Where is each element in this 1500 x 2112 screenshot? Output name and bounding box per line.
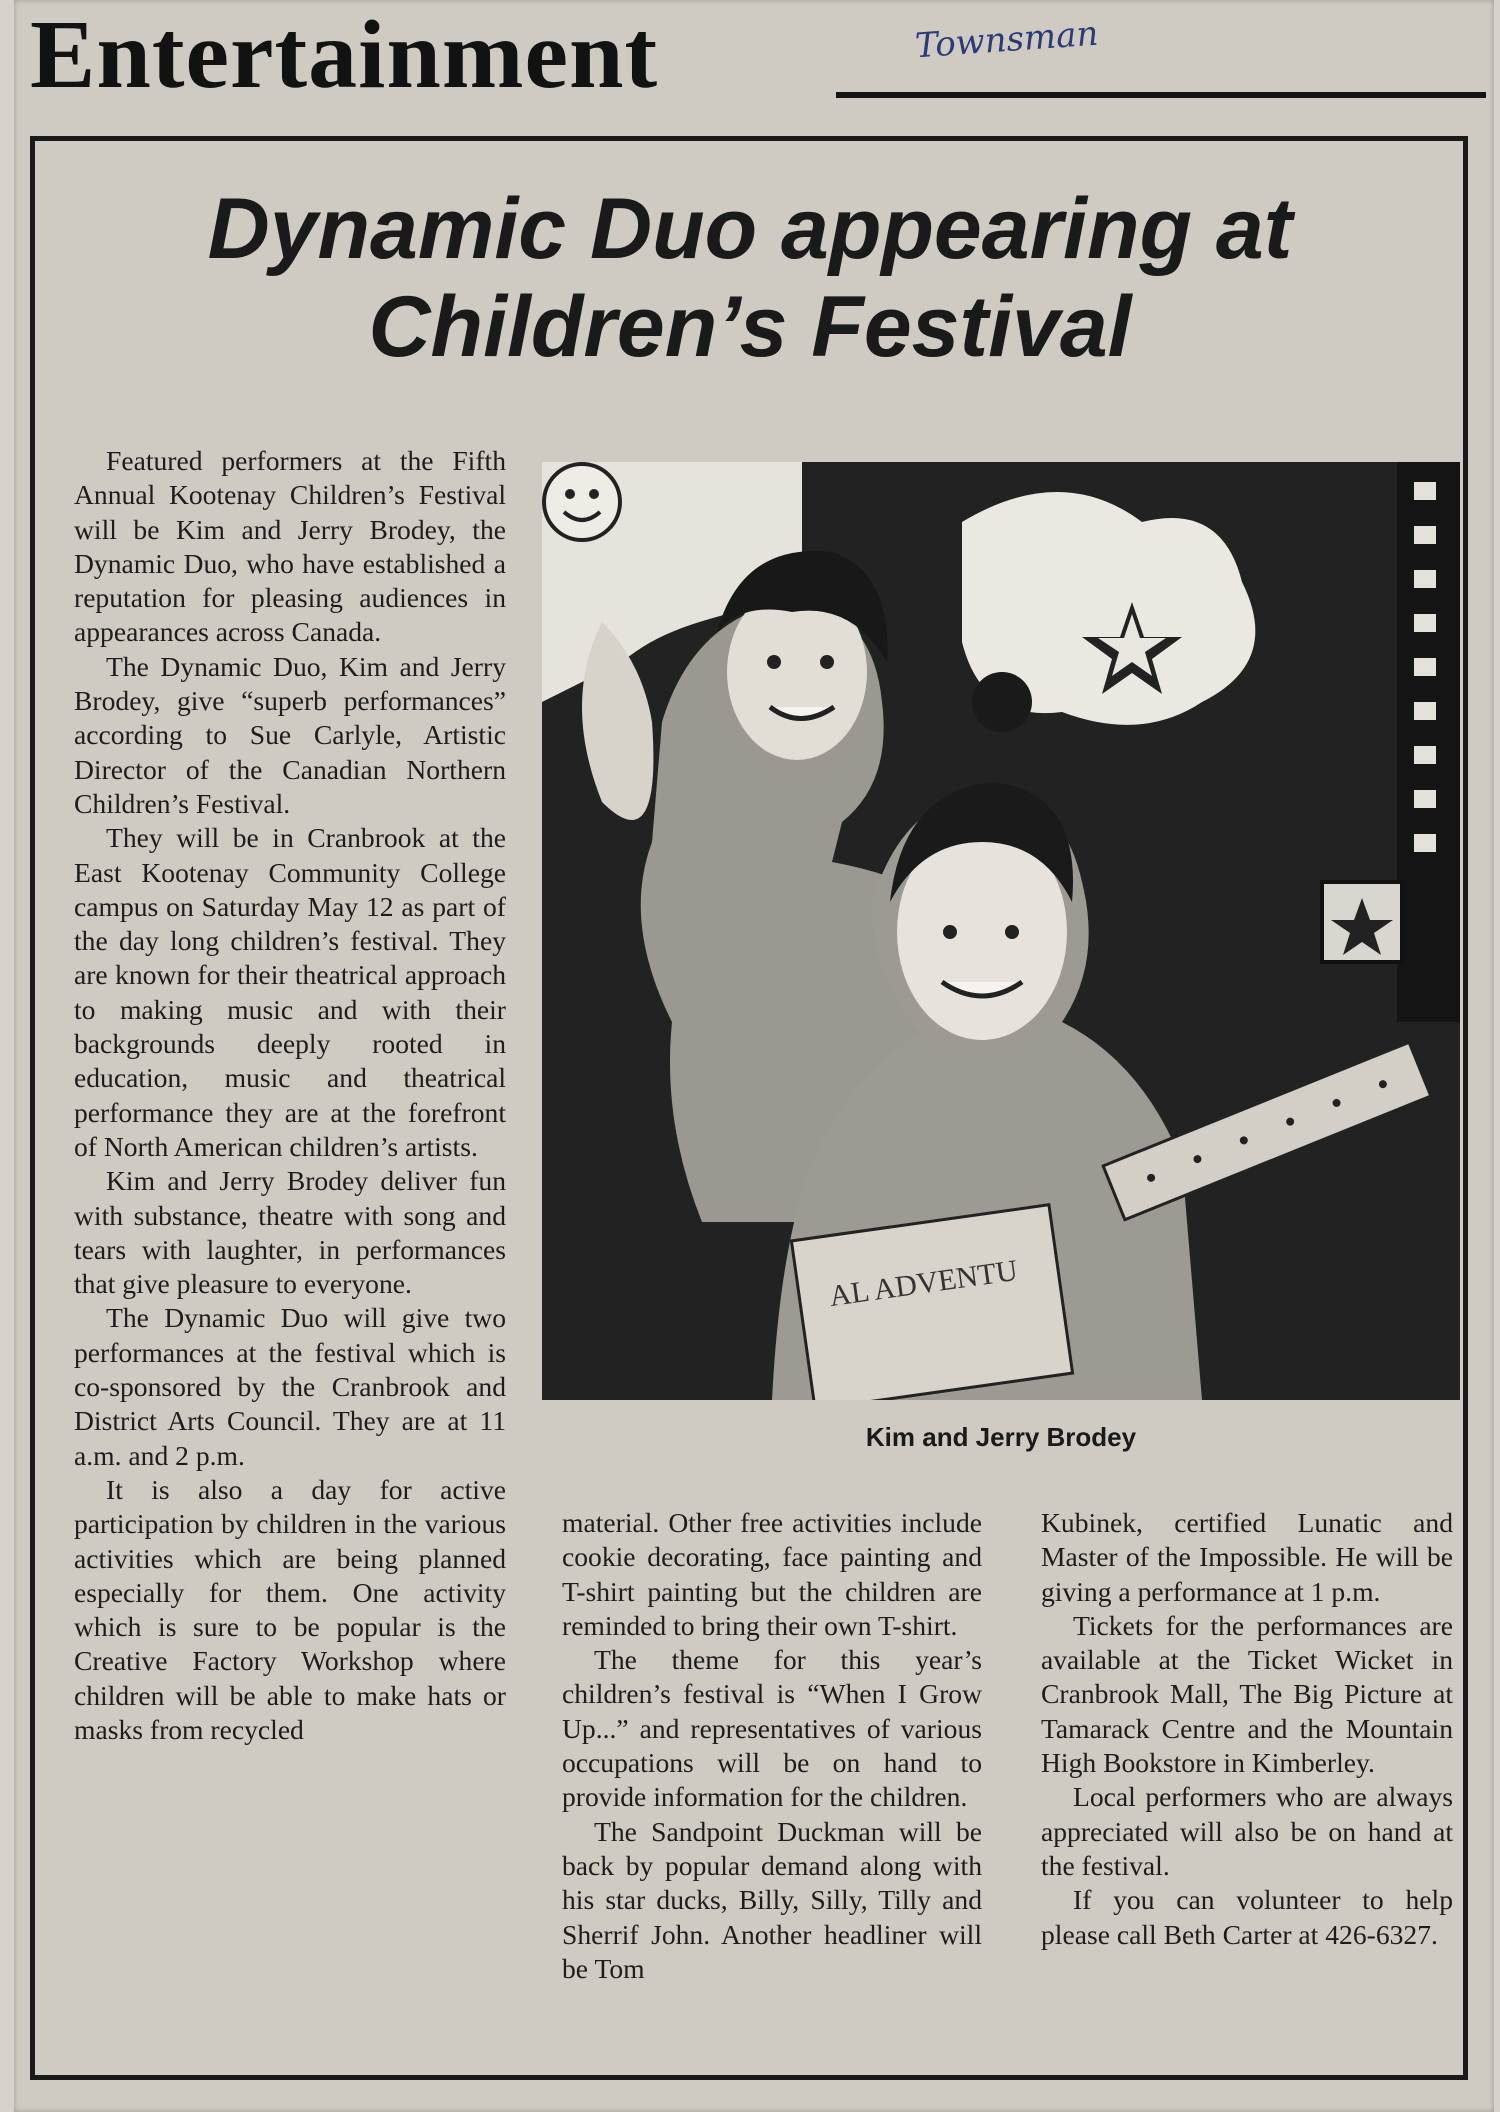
article-column-1 xyxy=(74,444,506,1747)
paragraph: Local performers who are always appreciated will also be on hand at the festival. xyxy=(1041,1781,1453,1881)
paragraph: material. Other free activities include cookie decorating, face painting and T-shirt painting but the children are reminded to bring their own T-shirt. xyxy=(562,1507,982,1641)
photo-book-text: AL ADVENTU xyxy=(827,1253,1020,1313)
paragraph: The Dynamic Duo, Kim and Jerry Brodey, give “superb performances” according to Sue Carlyle, Artistic Director of the Canadian Northern Children’s Festival. xyxy=(74,650,506,819)
article-column-3 xyxy=(1041,1506,1453,1952)
paragraph: Kubinek, certified Lunatic and Master of the Impossible. He will be giving a performance at 1 p.m. xyxy=(1041,1507,1453,1607)
section-title: Entertainment xyxy=(30,1,659,109)
paragraph: The Sandpoint Duckman will be back by popular demand along with his star ducks, Billy, Silly, Tilly and Sherrif John. Another headliner will be Tom xyxy=(562,1815,982,1984)
photo-caption: Kim and Jerry Brodey xyxy=(865,1422,1137,1452)
performers-photo xyxy=(542,462,1460,1400)
paragraph: Featured performers at the Fifth Annual Kootenay Children’s Festival will be Kim and Jerry Brodey, the Dynamic Duo, who have established a reputation for pleasing audiences in appearances across Canada. xyxy=(74,445,506,648)
photo-illustration xyxy=(542,462,1460,1400)
handwritten-note: Townsman xyxy=(913,13,1100,67)
paragraph: It is also a day for active participation by children in the various activities which are being planned especially for them. One activity which is sure to be popular is the Creative Factory Workshop where children will be able to make hats or masks from recycled xyxy=(74,1473,506,1745)
article-column-2 xyxy=(562,1506,982,1986)
article-headline: Dynamic Duo appearing at Children’s Festival xyxy=(207,181,1293,375)
section-title-rule xyxy=(836,92,1486,98)
paragraph: Kim and Jerry Brodey deliver fun with substance, theatre with song and tears with laughter, in performances that give pleasure to everyone. xyxy=(74,1165,506,1300)
paragraph: The theme for this year’s children’s festival is “When I Grow Up...” and representatives of various occupations will be on hand to provide information for the children. xyxy=(562,1644,982,1813)
paragraph: They will be in Cranbrook at the East Kootenay Community College campus on Saturday May 12 as part of the day long children’s festival. They are known for their theatrical approach to making music and with their backgrounds deeply rooted in education, music and theatrical performance they are at the forefront of North American children’s artists. xyxy=(74,822,506,1162)
paragraph: If you can volunteer to help please call Beth Carter at 426-6327. xyxy=(1041,1884,1453,1950)
paragraph: The Dynamic Duo will give two performances at the festival which is co-sponsored by the Cranbrook and District Arts Council. They are at 11 a.m. and 2 p.m. xyxy=(74,1302,506,1471)
paragraph: Tickets for the performances are available at the Ticket Wicket in Cranbrook Mall, The Big Picture at Tamarack Centre and the Mountain High Bookstore in Kimberley. xyxy=(1041,1609,1453,1779)
